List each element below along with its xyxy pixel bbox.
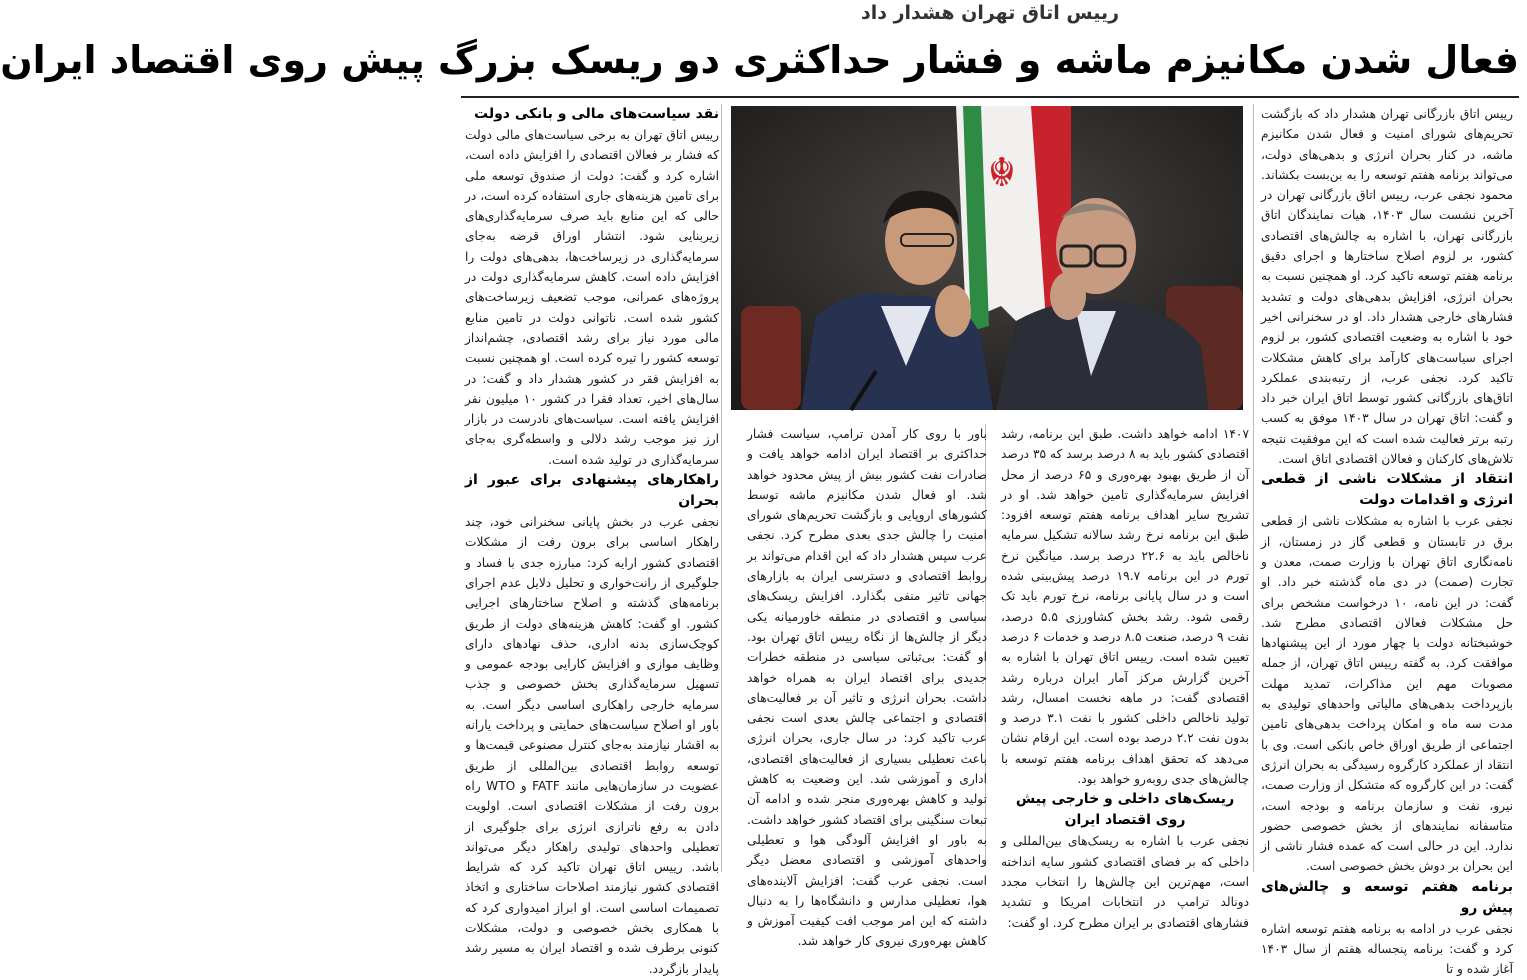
svg-text:☬: ☬	[987, 150, 1016, 196]
col2-subheading-1: ریسک‌های داخلی و خارجی پیش روی اقتصاد ایران	[1015, 791, 1235, 829]
column-divider	[721, 104, 722, 872]
col2-paragraph-1: ۱۴۰۷ ادامه خواهد داشت. طبق این برنامه، رشد اقتصادی کشور باید به ۸ درصد برسد که ۳۵ درصد آن از طریق بهبود بهره‌وری و ۶۵ درصد از محل افزایش سرمایه‌گذاری تامین خواهد شد. او در تشریح سایر اهداف برنامه هفتم توسعه افزود: طبق این برنامه نرخ رشد سالانه تشکیل سرمایه ناخالص باید به ۲۲.۶ درصد برسد. میانگین نرخ تورم در این برنامه ۱۹.۷ درصد پیش‌بینی شده است و در سال پایانی برنامه، نرخ تورم باید تک رقمی شود. رشد بخش کشاورزی ۵.۵ درصد، نفت ۹ درصد، صنعت ۸.۵ درصد و خدمات ۶ درصد تعیین شده است. رییس اتاق تهران با اشاره به آخرین گزارش مرکز آمار ایران درباره رشد اقتصادی گفت: در ماهه نخست امسال، رشد تولید ناخالص داخلی کشور با نفت ۳.۱ درصد و بدون نفت ۲.۲ درصد بوده است. این ارقام نشان می‌دهد که تحقق اهداف برنامه هفتم توسعه با چالش‌های جدی روبه‌رو خواهد بود.	[1001, 427, 1250, 787]
news-photo	[731, 106, 1243, 410]
column-4	[465, 104, 719, 976]
col1-paragraph-3: نجفی عرب در ادامه به برنامه هفتم توسعه اشاره کرد و گفت: برنامه پنجساله هفتم از سال ۱۴۰۳ آغاز شده و تا	[1261, 921, 1513, 977]
col4-paragraph-2: نجفی عرب در بخش پایانی سخنرانی خود، چند راهکار اساسی برای برون رفت از مشکلات اقتصادی کشور ارایه کرد: مبارزه جدی با فساد و جلوگیری از رانت‌خواری و تحلیل دلایل عدم اجرای برنامه‌های گذشته و اصلاح ساختارهای اجرایی کشور. او گفت: کاهش هزینه‌های دولت از طریق کوچک‌سازی بدنه اداری، حذف نهادهای دارای وظایف موازی و افزایش کارایی بودجه عمومی و تسهیل سرمایه‌گذاری بخش خصوصی و جذب سرمایه خارجی راهکاری اساسی دیگر است. به باور او اصلاح سیاست‌های حمایتی و پرداخت یارانه به اقشار نیازمند به‌جای کنترل مصنوعی قیمت‌ها و توسعه روابط اقتصادی بین‌المللی از طریق عضویت در سازمان‌هایی مانند FATF و WTO راه برون رفت از مشکلات اقتصادی است. اولویت دادن به رفع ناترازی انرژی برای جلوگیری از تعطیلی واحدهای تولیدی راهکار دیگر می‌تواند باشد. رییس اتاق تهران تاکید کرد که شرایط اقتصادی کشور نیازمند اصلاحات ساختاری و اتخاذ تصمیمات اساسی است. او ابراز امیدواری کرد که با همکاری بخش خصوصی و دولت، مشکلات کنونی برطرف شده و اقتصاد ایران به مسیر رشد پایدار بازگردد.	[465, 515, 719, 976]
col4-paragraph-1: رییس اتاق تهران به برخی سیاست‌های مالی دولت که فشار بر فعالان اقتصادی را افزایش داده است، اشاره کرد و گفت: دولت از صندوق توسعه ملی برای تامین هزینه‌های جاری استفاده کرده است، در حالی که این منابع باید صرف سرمایه‌گذاری‌های زیربنایی شود. انتشار اوراق قرضه به‌جای سرمایه‌گذاری در زیرساخت‌ها، بدهی‌های دولت را افزایش داده است. کاهش سرمایه‌گذاری دولت در پروژه‌های عمرانی، موجب تضعیف زیرساخت‌های کشور شده است. ناتوانی دولت در تامین منابع مالی مورد نیاز برای رشد اقتصادی، چشم‌انداز توسعه کشور را تیره کرده است. او همچنین نسبت به افزایش فقر در کشور هشدار داد و گفت: در سال‌های اخیر، تعداد فقرا در کشور ۱۰ میلیون نفر افزایش یافته است. سیاست‌های نادرست در بازار ارز نیز موجب رشد دلالی و واسطه‌گری به‌جای سرمایه‌گذاری در تولید شده است.	[465, 128, 719, 467]
col1-paragraph-2: نجفی عرب با اشاره به مشکلات ناشی از قطعی برق در تابستان و قطعی گاز در زمستان، از نامه‌نگاری اتاق تهران با وزارت صمت، معدن و تجارت (صمت) در دی ماه گذشته خبر داد. او گفت: در این نامه، ۱۰ درخواست مشخص برای حل مشکلات فعالان اقتصادی مطرح شد. خوشبختانه دولت با چهار مورد از این پیشنهادها موافقت کرد. به گفته رییس اتاق تهران، از جمله مصوبات مهم این مذاکرات، تمدید مهلت بازپرداخت بدهی‌های مالیاتی واحدهای تولیدی به مدت سه ماه و امکان پرداخت بدهی‌های تامین اجتماعی از طریق اوراق خاص بانکی است. وی با انتقاد از عملکرد کارگروه رسیدگی به بحران انرژی گفت: در این کارگروه که متشکل از وزارت صمت، نیرو، نفت و سازمان برنامه و بودجه است، متاسفانه نمایندهای از بخش خصوصی حضور ندارد. این در حالی است که عمده فشار ناشی از این بحران بر دوش بخش خصوصی است.	[1261, 514, 1513, 874]
col4-subheading-1: نقد سیاست‌های مالی و بانکی دولت	[474, 106, 719, 122]
col4-subheading-2: راهکارهای پیشنهادی برای عبور از بحران	[465, 472, 719, 510]
column-2	[1001, 424, 1250, 930]
col2-paragraph-2: نجفی عرب با اشاره به ریسک‌های بین‌المللی و داخلی که بر فضای اقتصادی کشور سایه انداخته است، مهم‌ترین این چالش‌ها را انتخاب مجدد دونالد ترامپ در انتخابات امریکا و تشدید فشارهای اقتصادی بر ایران مطرح کرد. او گفت:	[1001, 834, 1249, 930]
headline: فعال شدن مکانیزم ماشه و فشار حداکثری دو ریسک بزرگ پیش روی اقتصاد ایران	[0, 38, 1519, 82]
column-3	[747, 424, 987, 949]
col1-paragraph-1: رییس اتاق بازرگانی تهران هشدار داد که بازگشت تحریم‌های شورای امنیت و فعال شدن مکانیزم ماشه، در کنار بحران انرژی و بدهی‌های دولت، می‌تواند برنامه هفتم توسعه را به بن‌بست بکشاند. محمود نجفی عرب، رییس اتاق بازرگانی تهران در آخرین نشست سال ۱۴۰۳، هیات نمایندگان اتاق بازرگانی تهران، با اشاره به چالش‌های اقتصادی کشور، بر لزوم اصلاح ساختارها و اجرای دقیق برنامه هفتم توسعه تاکید کرد. او همچنین نسبت به بحران انرژی، افزایش بدهی‌های دولت و تشدید فشارهای خارجی هشدار داد. او در سخنرانی اخیر خود با اشاره به وضعیت اقتصادی کشور، بر لزوم اجرای سیاست‌های کارآمد برای کاهش مشکلات تاکید کرد. نجفی عرب، از رتبه‌بندی عملکرد اتاق‌های بازرگانی کشور توسط اتاق ایران خبر داد و گفت: اتاق تهران در سال ۱۴۰۳ موفق به کسب رتبه برتر فعالیت شده است که این موفقیت نتیجه تلاش‌های کارکنان و فعالان اقتصادی اتاق است.	[1261, 107, 1513, 467]
photo-illustration	[731, 106, 1243, 410]
column-1	[1261, 104, 1513, 977]
col1-subheading-2: برنامه هفتم توسعه و چالش‌های پیش رو	[1261, 878, 1513, 916]
col3-paragraph-1: باور با روی کار آمدن ترامپ، سیاست فشار حداکثری بر اقتصاد ایران ادامه خواهد یافت و صادرات نفت کشور بیش از پیش محدود خواهد شد. او فعال شدن مکانیزم ماشه توسط کشورهای اروپایی و بازگشت تحریم‌های شورای امنیت را چالش جدی بعدی مطرح کرد. نجفی عرب سپس هشدار داد که این اقدام می‌تواند بر روابط اقتصادی و دسترسی ایران به بازارهای جهانی تاثیر منفی بگذارد. افزایش ریسک‌های سیاسی و اقتصادی در منطقه خاورمیانه یکی دیگر از چالش‌ها از نگاه رییس اتاق تهران بود. او گفت: بی‌ثباتی سیاسی در منطقه خطرات جدیدی برای اقتصاد ایران به همراه خواهد داشت. بحران انرژی و تاثیر آن بر فعالیت‌های اقتصادی و اجتماعی چالش بعدی است نجفی عرب تاکید کرد: در سال جاری، بحران انرژی باعث تعطیلی بسیاری از فعالیت‌های اقتصادی، اداری و آموزشی شد. این وضعیت به کاهش تولید و کاهش بهره‌وری منجر شده و ادامه آن تبعات سنگینی برای اقتصاد کشور خواهد داشت. به باور او افزایش آلودگی هوا و تعطیلی واحدهای آموزشی و اقتصادی معضل دیگر است. نجفی عرب گفت: افزایش آلاینده‌های هوا، تعطیلی مدارس و دانشگاه‌ها را به دنبال داشته که این امر موجب افت کیفیت آموزش و کاهش بهره‌وری نیروی کار خواهد شد.	[747, 427, 987, 949]
headline-rule	[461, 96, 1519, 98]
column-divider	[1253, 104, 1254, 872]
kicker: رییس اتاق تهران هشدار داد	[860, 2, 1120, 24]
col1-subheading-1: انتقاد از مشکلات ناشی از قطعی انرژی و اقدامات دولت	[1261, 471, 1513, 509]
